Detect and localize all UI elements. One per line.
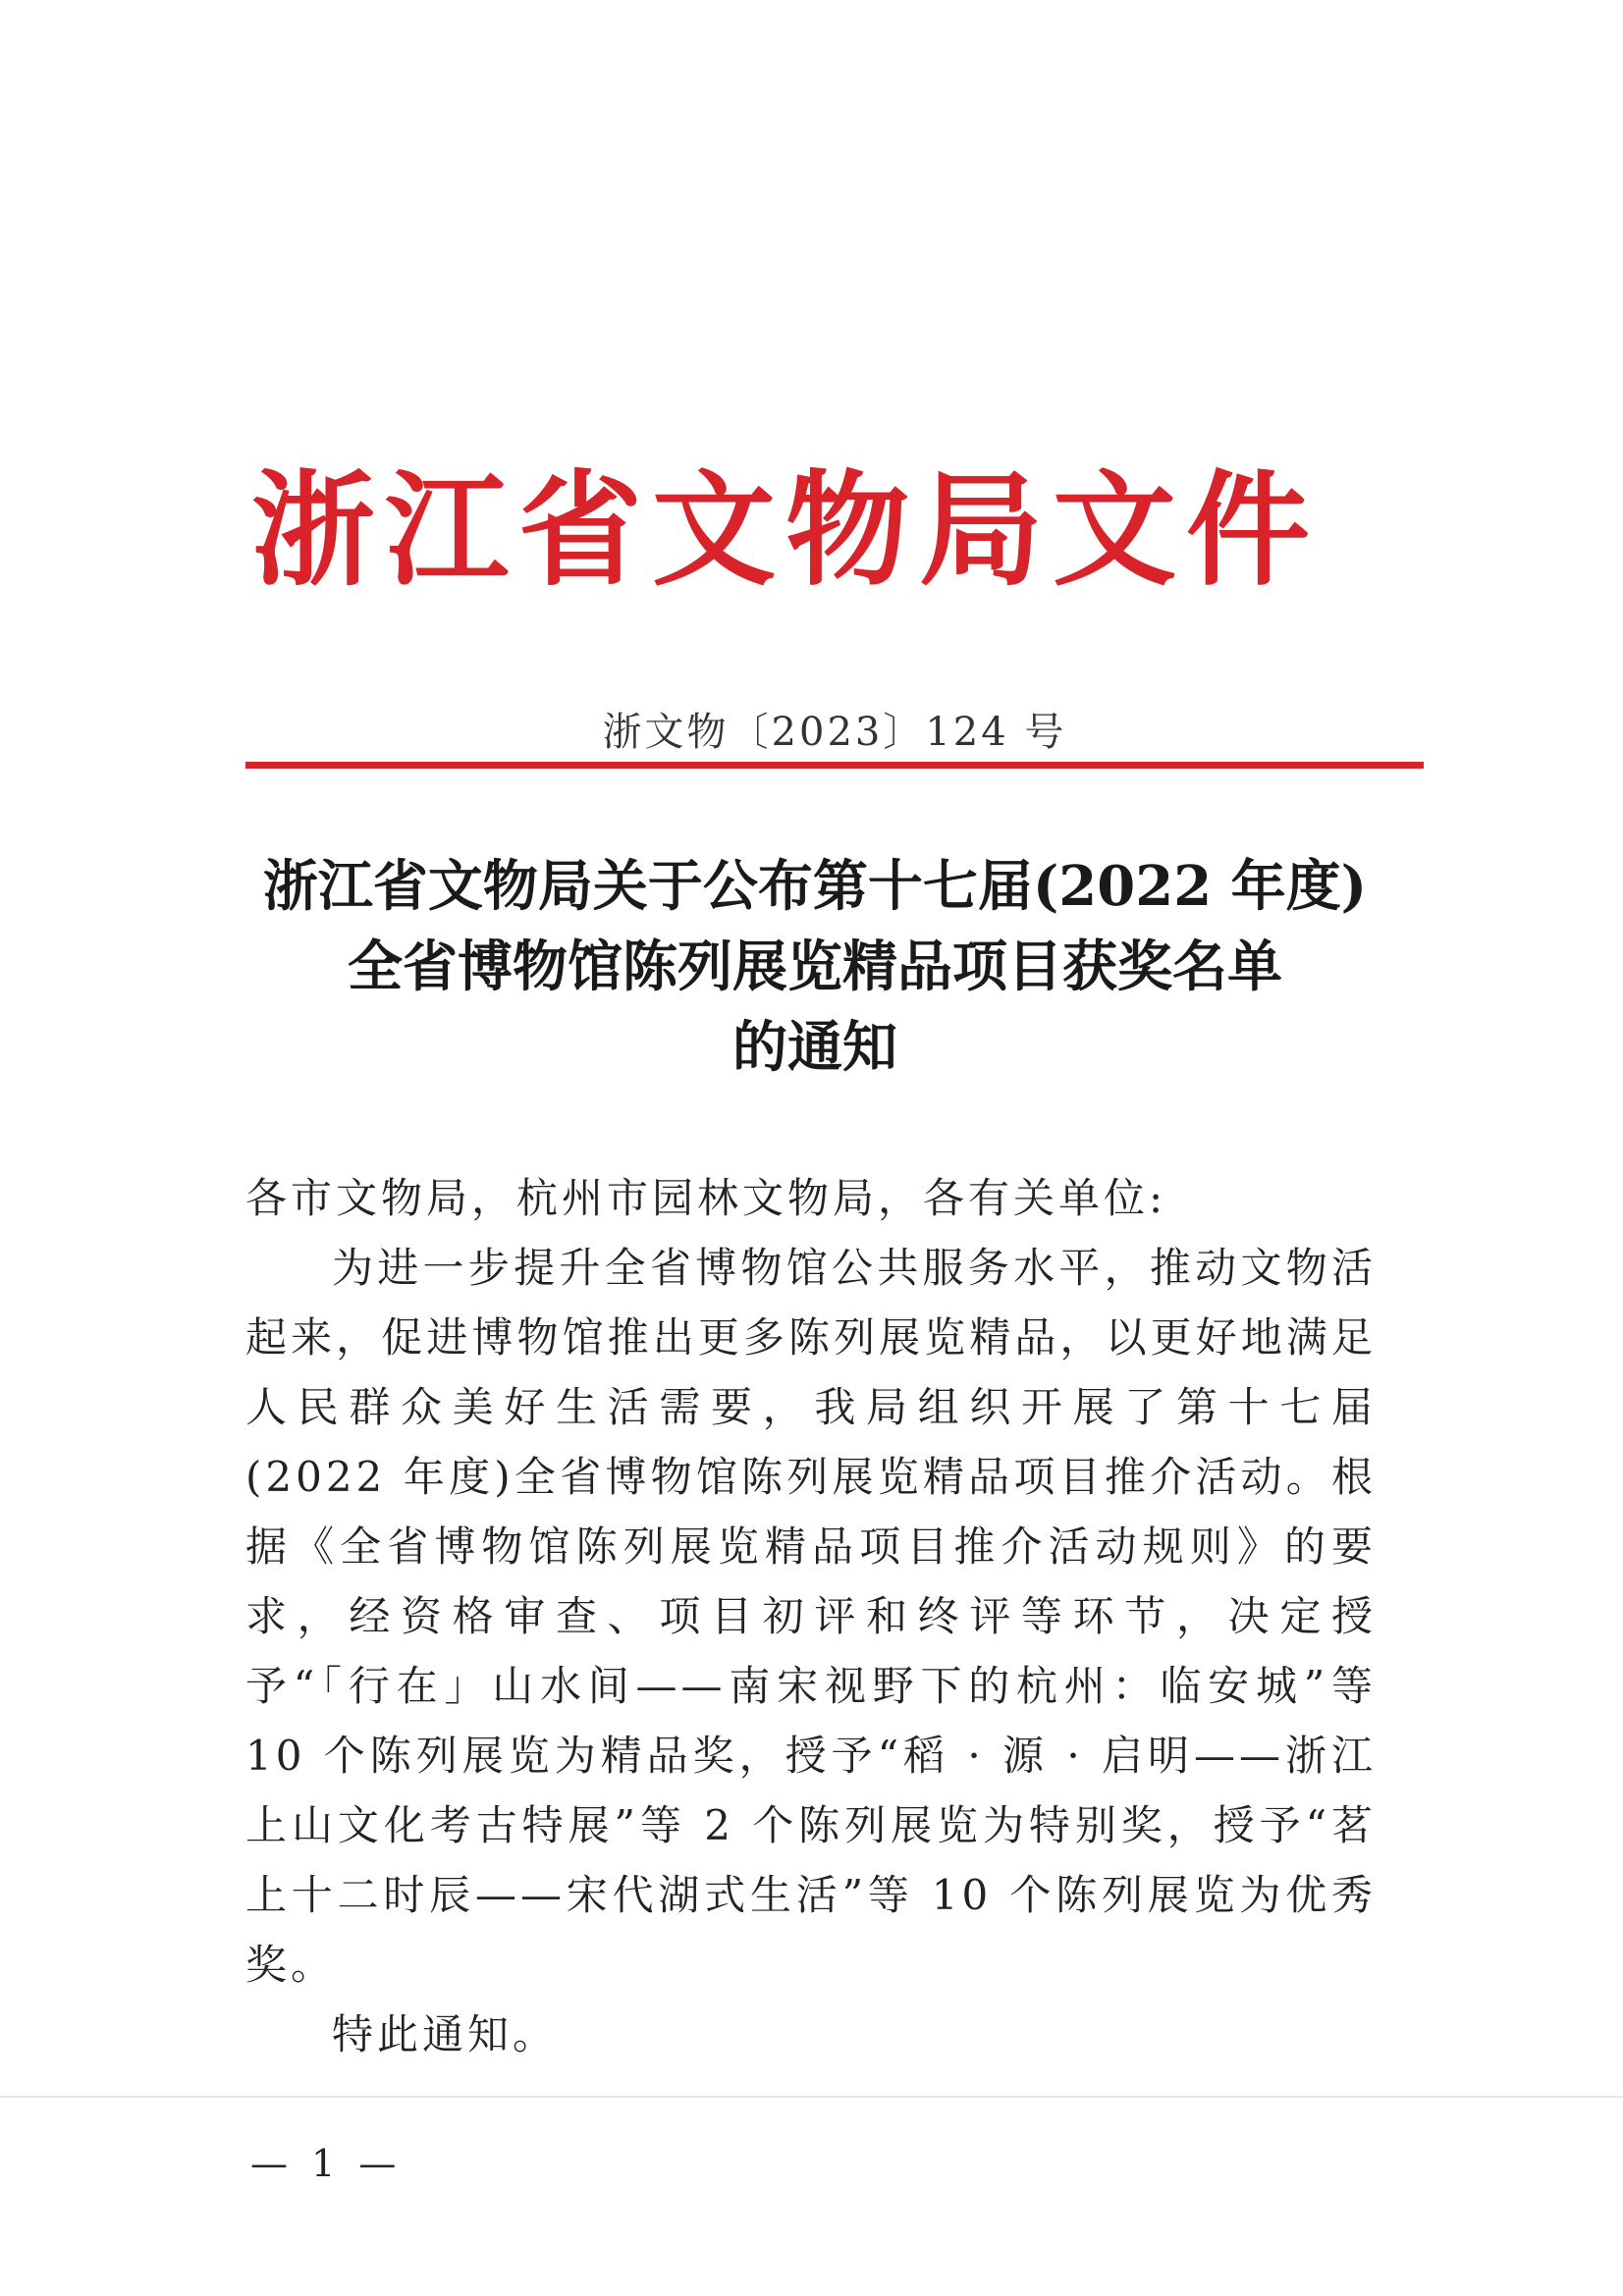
body-paragraph: 为进一步提升全省博物馆公共服务水平，推动文物活起来，促进博物馆推出更多陈列展览精品，以更好地满足人民群众美好生活需要，我局组织开展了第十七届(2022 年度)全省博物馆陈列展览精品项目推介活动。根据《全省博物馆陈列展览精品项目推介活动规则》的要求，经资格审查、项目初评和终评等环节，决定授予“「行在」山水间——南宋视野下的杭州：临安城”等 10 个陈列展览为精品奖，授予“稻 · 源 · 启明——浙江上山文化考古特展”等 2 个陈列展览为特别奖，授予“茗上十二时辰——宋代湖式生活”等 10 个陈列展览为优秀奖。	[245, 1244, 1377, 1989]
title-line-1: 浙江省文物局关于公布第十七届(2022 年度)	[262, 854, 1368, 919]
title-line-2: 全省博物馆陈列展览精品项目获奖名单	[348, 934, 1282, 999]
footer-divider	[0, 2096, 1623, 2098]
closing-line: 特此通知。	[332, 2010, 559, 2058]
salutation: 各市文物局，杭州市园林文物局，各有关单位:	[245, 1174, 1167, 1222]
masthead-title: 浙江省文物局文件	[251, 457, 1320, 603]
notice-body	[245, 1163, 1377, 2069]
document-number: 浙文物〔2023〕124 号	[602, 710, 1067, 755]
page-number: — 1 —	[250, 2142, 403, 2185]
title-line-3: 的通知	[732, 1015, 897, 1080]
red-separator-line	[245, 762, 1424, 769]
notice-title	[216, 846, 1414, 1088]
